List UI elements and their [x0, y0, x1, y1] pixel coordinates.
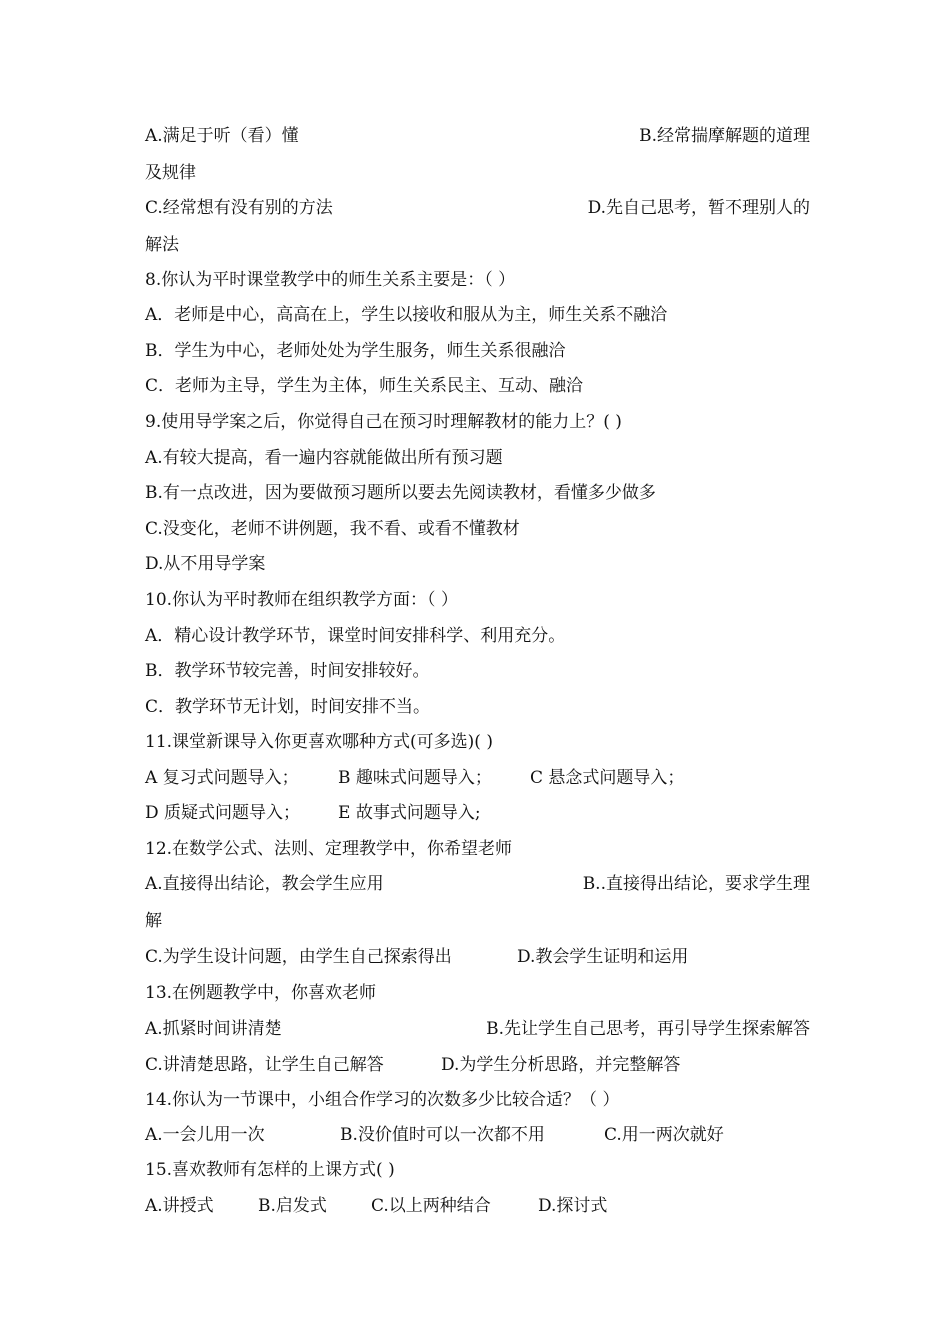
q10-option-c: C．教学环节无计划，时间安排不当。: [145, 697, 431, 717]
q9-option-d: D.从不用导学案: [145, 554, 266, 574]
q8-option-b: B．学生为中心，老师处处为学生服务，师生关系很融洽: [145, 341, 566, 361]
q12-option-d: D.教会学生证明和运用: [517, 947, 689, 967]
q11-option-a: A 复习式问题导入；: [145, 768, 299, 788]
q13-question: 13.在例题教学中，你喜欢老师: [145, 983, 377, 1003]
q11-option-e: E 故事式问题导入;: [338, 803, 481, 823]
q14-option-c: C.用一两次就好: [604, 1125, 724, 1145]
q12-option-b-cont: 解: [145, 911, 162, 931]
q13-option-b: B.先让学生自己思考，再引导学生探索解答: [486, 1019, 810, 1039]
q10-option-a: A．精心设计教学环节，课堂时间安排科学、利用充分。: [145, 626, 566, 646]
q7-option-d: D.先自己思考，暂不理别人的: [587, 198, 810, 218]
q9-option-b: B.有一点改进，因为要做预习题所以要去先阅读教材，看懂多少做多: [145, 483, 656, 503]
q14-question: 14.你认为一节课中，小组合作学习的次数多少比较合适？（ ）: [145, 1090, 620, 1110]
q14-option-b: B.没价值时可以一次都不用: [340, 1125, 545, 1145]
q9-option-a: A.有较大提高，看一遍内容就能做出所有预习题: [145, 448, 503, 468]
q13-row-ab: [145, 1017, 810, 1041]
q7-option-c: C.经常想有没有别的方法: [145, 198, 333, 218]
q7-option-d-cont: 解法: [145, 235, 179, 255]
q14-option-a: A.一会儿用一次: [145, 1125, 265, 1145]
q8-option-a: A．老师是中心，高高在上，学生以接收和服从为主，师生关系不融洽: [145, 305, 668, 325]
q15-option-b: B.启发式: [258, 1196, 327, 1216]
q11-option-b: B 趣味式问题导入；: [338, 768, 492, 788]
q10-option-b: B．教学环节较完善，时间安排较好。: [145, 661, 430, 681]
q13-option-a: A.抓紧时间讲清楚: [145, 1019, 282, 1039]
q15-question: 15.喜欢教师有怎样的上课方式( ): [145, 1160, 395, 1180]
q13-option-d: D.为学生分析思路，并完整解答: [441, 1055, 681, 1075]
q7-option-b-cont: 及规律: [145, 163, 196, 183]
q9-question: 9.使用导学案之后，你觉得自己在预习时理解教材的能力上？( ): [145, 412, 622, 432]
q7-option-a: A.满足于听（看）懂: [145, 126, 299, 146]
q12-option-a: A.直接得出结论，教会学生应用: [145, 874, 384, 894]
q7-row-ab: [145, 124, 810, 148]
q10-question: 10.你认为平时教师在组织教学方面：（ ）: [145, 590, 458, 610]
q15-option-c: C.以上两种结合: [371, 1196, 491, 1216]
q12-row-ab: [145, 872, 810, 896]
q13-option-c: C.讲清楚思路，让学生自己解答: [145, 1055, 384, 1075]
q15-option-d: D.探讨式: [538, 1196, 608, 1216]
q15-option-a: A.讲授式: [145, 1196, 214, 1216]
q8-option-c: C．老师为主导，学生为主体，师生关系民主、互动、融洽: [145, 376, 584, 396]
q11-option-d: D 质疑式问题导入；: [145, 803, 301, 823]
q7-option-b: B.经常揣摩解题的道理: [639, 126, 810, 146]
q12-option-b: B..直接得出结论，要求学生理: [582, 874, 810, 894]
q8-question: 8.你认为平时课堂教学中的师生关系主要是：（ ）: [145, 270, 516, 290]
q11-question: 11.课堂新课导入你更喜欢哪种方式(可多选)( ): [145, 732, 493, 752]
q11-option-c: C 悬念式问题导入；: [530, 768, 685, 788]
q12-question: 12.在数学公式、法则、定理教学中，你希望老师: [145, 839, 513, 859]
q9-option-c: C.没变化，老师不讲例题，我不看、或看不懂教材: [145, 519, 520, 539]
q12-option-c: C.为学生设计问题，由学生自己探索得出: [145, 947, 452, 967]
q7-row-cd: [145, 196, 810, 220]
